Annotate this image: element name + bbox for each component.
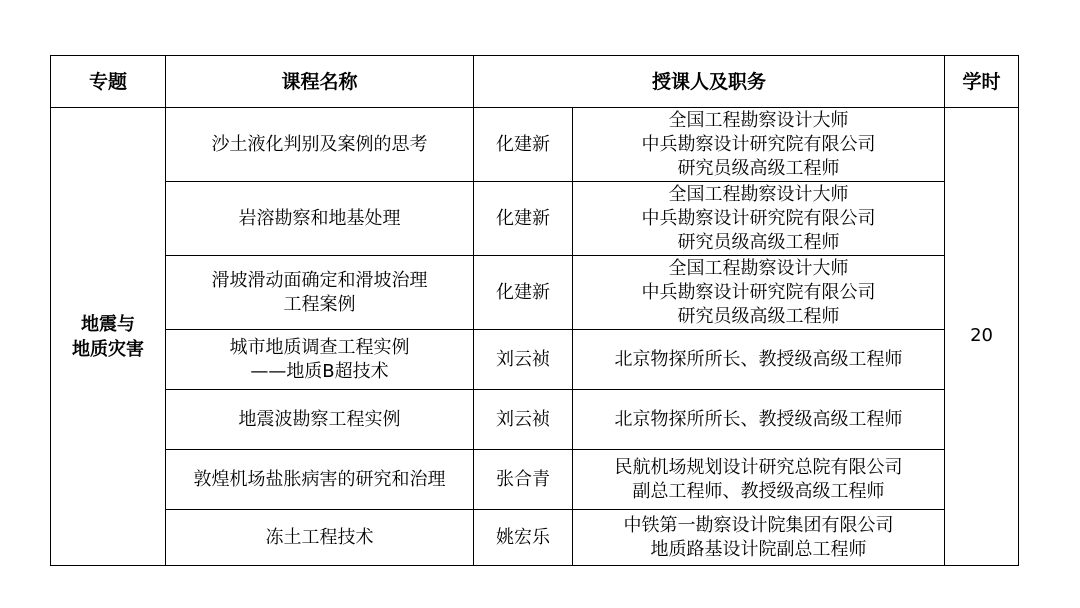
- title-line: 中兵勘察设计研究院有限公司: [641, 207, 876, 229]
- course-name-cell: [166, 330, 474, 390]
- hours-cell: 20: [945, 108, 1019, 566]
- table-header-row: [51, 56, 1019, 108]
- course-name-line: ——地质B超技术: [250, 360, 389, 382]
- title-line: 中兵勘察设计研究院有限公司: [641, 133, 876, 155]
- course-name-cell: [166, 450, 474, 510]
- title-line: 北京物探所所长、教授级高级工程师: [614, 408, 903, 430]
- header-instructor-title: 授课人及职务: [474, 56, 945, 108]
- course-name-cell: [166, 108, 474, 182]
- title-line: 全国工程勘察设计大师: [668, 257, 849, 279]
- title-line: 全国工程勘察设计大师: [668, 109, 849, 131]
- course-name-line: 敦煌机场盐胀病害的研究和治理: [193, 468, 446, 490]
- course-name-cell: [166, 510, 474, 566]
- course-name-line: 冻土工程技术: [265, 526, 374, 548]
- instructor-cell: 化建新: [474, 182, 573, 256]
- course-name-line: 滑坡滑动面确定和滑坡治理: [211, 269, 428, 291]
- instructor-title-cell: [573, 330, 945, 390]
- title-line: 研究员级高级工程师: [677, 305, 840, 327]
- instructor-cell: 姚宏乐: [474, 510, 573, 566]
- title-line: 中铁第一勘察设计院集团有限公司: [623, 514, 894, 536]
- instructor-cell: 化建新: [474, 256, 573, 330]
- topic-line: 地震与: [81, 313, 135, 335]
- table-row: [51, 450, 1019, 510]
- header-hours: 学时: [945, 56, 1019, 108]
- instructor-cell: 张合青: [474, 450, 573, 510]
- course-name-line: 城市地质调查工程实例: [229, 336, 410, 358]
- instructor-title-cell: [573, 256, 945, 330]
- title-line: 全国工程勘察设计大师: [668, 183, 849, 205]
- title-line: 北京物探所所长、教授级高级工程师: [614, 348, 903, 370]
- instructor-title-cell: [573, 510, 945, 566]
- title-line: 地质路基设计院副总工程师: [650, 538, 867, 560]
- instructor-cell: 刘云祯: [474, 330, 573, 390]
- title-line: 民航机场规划设计研究总院有限公司: [614, 456, 903, 478]
- topic-line: 地质灾害: [72, 338, 144, 360]
- title-line: 研究员级高级工程师: [677, 157, 840, 179]
- instructor-cell: 化建新: [474, 108, 573, 182]
- table-row: [51, 256, 1019, 330]
- table-row: [51, 182, 1019, 256]
- course-name-line: 地震波勘察工程实例: [238, 408, 401, 430]
- instructor-title-cell: [573, 390, 945, 450]
- table-row: [51, 510, 1019, 566]
- title-line: 中兵勘察设计研究院有限公司: [641, 281, 876, 303]
- instructor-title-cell: [573, 450, 945, 510]
- title-line: 副总工程师、教授级高级工程师: [632, 480, 885, 502]
- course-name-cell: [166, 256, 474, 330]
- title-line: 研究员级高级工程师: [677, 231, 840, 253]
- course-name-cell: [166, 390, 474, 450]
- course-name-line: 工程案例: [283, 293, 356, 315]
- topic-cell: [51, 108, 166, 566]
- instructor-title-cell: [573, 182, 945, 256]
- table-row: [51, 330, 1019, 390]
- course-name-cell: [166, 182, 474, 256]
- header-course-name: 课程名称: [166, 56, 474, 108]
- instructor-cell: 刘云祯: [474, 390, 573, 450]
- course-name-line: 岩溶勘察和地基处理: [238, 207, 401, 229]
- instructor-title-cell: [573, 108, 945, 182]
- header-topic: 专题: [51, 56, 166, 108]
- table-row: [51, 390, 1019, 450]
- course-name-line: 沙土液化判别及案例的思考: [211, 133, 428, 155]
- table-row: [51, 108, 1019, 182]
- course-schedule-table: [50, 55, 1019, 566]
